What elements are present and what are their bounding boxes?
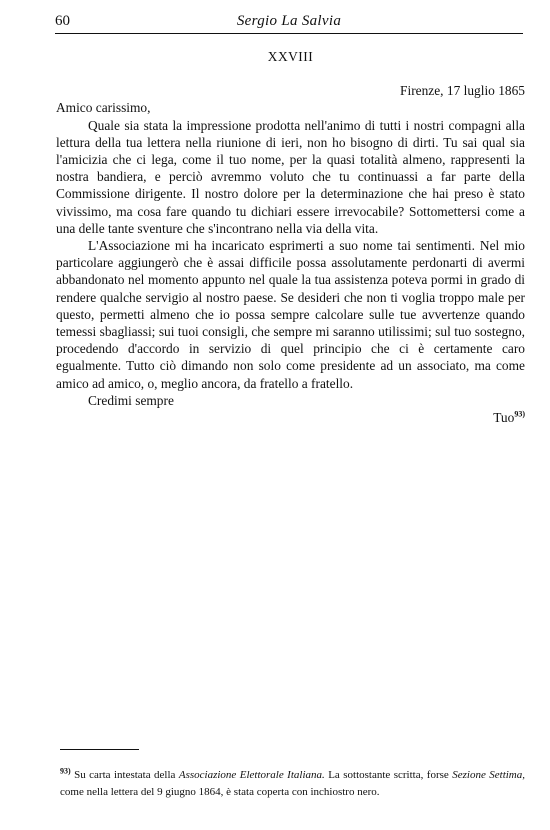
footnote	[60, 767, 525, 801]
letter-date: Firenze, 17 luglio 1865	[400, 83, 525, 99]
salutation: Amico carissimo,	[56, 100, 151, 116]
footnote-italic-a: Associazione Elettorale Italiana.	[178, 769, 325, 781]
signature-line	[56, 409, 525, 426]
page-number: 60	[55, 13, 70, 29]
letter-body	[56, 48, 525, 426]
footnote-rule	[60, 749, 139, 750]
footnote-text-b: La sottostante scritta, forse	[328, 769, 449, 781]
header-rule	[55, 33, 523, 34]
running-title: Sergio La Salvia	[236, 13, 342, 29]
footnote-reference[interactable]: 93)	[514, 409, 525, 419]
footnote-text-a: Su carta intestata della	[74, 769, 176, 781]
letter-number: XXVIII	[267, 49, 314, 64]
footnote-marker: 93)	[60, 766, 71, 776]
closing: Credimi sempre	[88, 392, 174, 408]
footnote-italic-b: Sezione Settima,	[452, 769, 526, 781]
paragraph-2: L'Associazione mi ha incaricato esprimerti a suo nome tai sentimenti. Nel mio particolare aggiungerò che è assai difficile possa assolutamente perdonarti di avermi abbandonato nel momento appunto nel quale la tua assistenza poteva pormi in grado di rendere qualche servigio al nostro paese. Se desideri che non ti voglia troppo male per questo, permetti almeno che io possa sempre calcolare sulle tue avvertenze quando temessi sbagliassi; sui tuoi consigli, che sempre mi saranno utilissimi; sul tuo sostegno, procedendo d'accordo in servizio di quel principio che ci è certamente caro egualmente. Tutto ciò dimando non solo come presidente ad un associato, ma come amico ad amico, o, meglio ancora, da fratello a fratello.	[56, 238, 525, 391]
signature: Tuo	[493, 410, 515, 426]
footnote-text-c: come nella lettera del 9 giugno 1864, è stata coperta con inchiostro nero.	[60, 786, 380, 798]
paragraph-1: Quale sia stata la impressione prodotta nell'animo di tutti i nostri compagni alla lettura della tua lettera nella riunione di ieri, non ho bisogno di dirti. Tu sai qual sia l'amicizia che ci lega, come il tuo nome, per la quasi totalità almeno, rappresenti la nostra bandiera, e perciò avremmo voluto che tu continuassi a far parte della Commissione dirigente. Il nostro dolore per la determinazione che hai preso è stato vivissimo, ma cosa fare quando tu dichiari essere irrevocabile? Sottomettersi come a una delle tante sventure che s'incontrano nella via della vita.	[56, 117, 525, 236]
running-header	[55, 13, 523, 33]
